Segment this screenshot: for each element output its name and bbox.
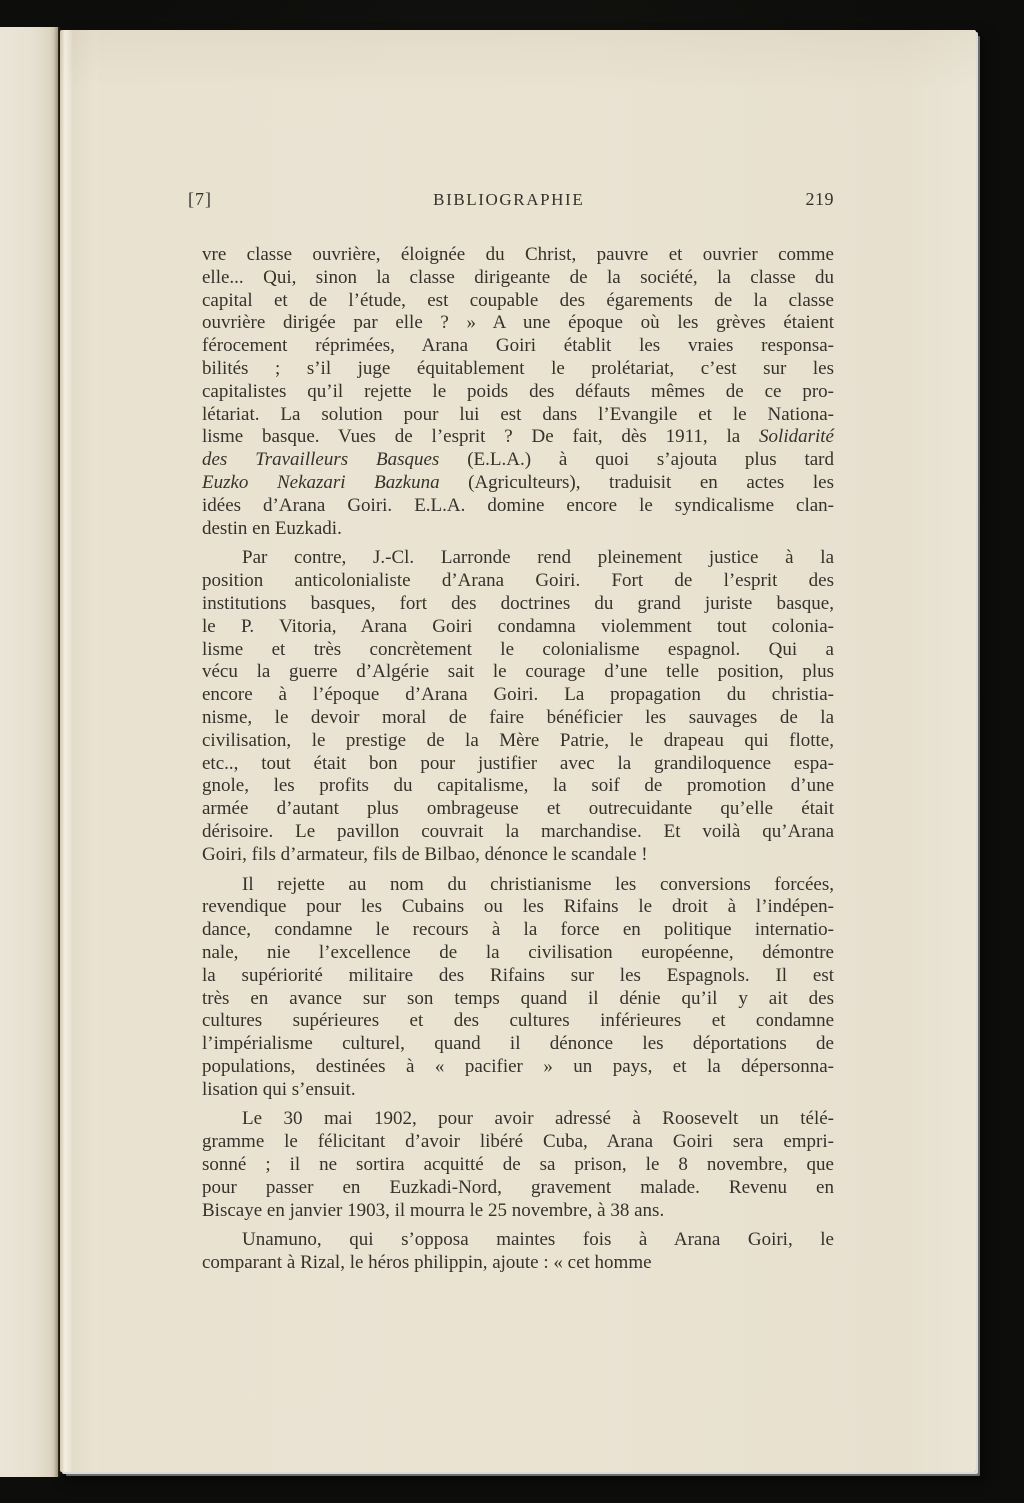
page-number: 219 xyxy=(805,189,834,209)
text-line: Le 30 mai 1902, pour avoir adressé à Roosevelt un télé- xyxy=(242,1108,834,1130)
text-line: revendique pour les Cubains ou les Rifains le droit à l’indépen- xyxy=(202,896,834,918)
text-line: comparant à Rizal, le héros philippin, ajoute : « cet homme xyxy=(202,1252,652,1274)
text-line: elle... Qui, sinon la classe dirigeante de la société, la classe du xyxy=(202,266,834,288)
text-line: gnole, les profits du capitalisme, la soif de promotion d’une xyxy=(202,775,834,797)
text-line: dérisoire. Le pavillon couvrait la marchandise. Et voilà qu’Arana xyxy=(202,820,834,842)
text-line: lisme et très concrètement le colonialisme espagnol. Qui a xyxy=(202,638,834,660)
text-line: la supériorité militaire des Rifains sur les Espagnols. Il est xyxy=(202,964,834,986)
text-line: capitalistes qu’il rejette le poids des défauts mêmes de ce pro- xyxy=(202,380,834,402)
text-block xyxy=(202,244,834,1275)
text-line: Il rejette au nom du christianisme les conversions forcées, xyxy=(242,873,834,895)
text-line: vécu la guerre d’Algérie sait le courage d’une telle position, plus xyxy=(202,661,834,683)
folio-number: [7] xyxy=(188,189,212,209)
text-line: des Travailleurs Basques (E.L.A.) à quoi s’ajouta plus tard xyxy=(202,449,835,471)
text-line: lisation qui s’ensuit. xyxy=(202,1078,356,1100)
text-line: cultures supérieures et des cultures inférieures et condamne xyxy=(202,1010,834,1032)
text-line: férocement réprimées, Arana Goiri établit les vraies responsa- xyxy=(202,335,834,357)
text-line: Unamuno, qui s’opposa maintes fois à Arana Goiri, le xyxy=(242,1229,834,1251)
text-line: civilisation, le prestige de la Mère Patrie, le drapeau qui flotte, xyxy=(202,729,834,751)
text-line: Euzko Nekazari Bazkuna (Agriculteurs), traduisit en actes les xyxy=(202,471,834,493)
text-line: dance, condamne le recours à la force en politique internatio- xyxy=(202,919,834,941)
text-line: institutions basques, fort des doctrines du grand juriste basque, xyxy=(202,592,834,614)
text-line: très en avance sur son temps quand il dénie qu’il y ait des xyxy=(202,987,834,1009)
paragraph xyxy=(202,1229,834,1275)
text-line: Par contre, J.-Cl. Larronde rend pleinement justice à la xyxy=(242,547,834,569)
page-content xyxy=(188,188,835,1275)
paragraph xyxy=(202,244,834,540)
text-line: armée d’autant plus ombrageuse et outrecuidante qu’elle était xyxy=(202,798,834,820)
text-line: populations, destinées à « pacifier » un pays, et la dépersonna- xyxy=(202,1055,834,1077)
text-line: idées d’Arana Goiri. E.L.A. domine encore le syndicalisme clan- xyxy=(202,494,834,516)
text-line: encore à l’époque d’Arana Goiri. La propagation du christia- xyxy=(202,684,834,706)
text-line: ouvrière dirigée par elle ? » A une époque où les grèves étaient xyxy=(202,312,834,334)
text-line: vre classe ouvrière, éloignée du Christ, pauvre et ouvrier comme xyxy=(202,244,834,265)
book-page xyxy=(60,30,976,1472)
text-line: pour passer en Euzkadi-Nord, gravement malade. Revenu en xyxy=(202,1176,834,1198)
text-line: capital et de l’étude, est coupable des égarements de la classe xyxy=(202,289,834,311)
text-line: position anticolonialiste d’Arana Goiri. Fort de l’esprit des xyxy=(202,570,834,592)
text-line: lisme basque. Vues de l’esprit ? De fait, dès 1911, la Solidarité xyxy=(202,426,834,448)
text-line: létariat. La solution pour lui est dans l’Evangile et le Nationa- xyxy=(202,403,834,425)
text-line: le P. Vitoria, Arana Goiri condamna violemment tout colonia- xyxy=(202,615,834,637)
page-header xyxy=(188,188,834,211)
text-line: sonné ; il ne sortira acquitté de sa prison, le 8 novembre, que xyxy=(202,1154,834,1176)
text-line: gramme le félicitant d’avoir libéré Cuba, Arana Goiri sera empri- xyxy=(202,1131,834,1153)
text-line: l’impérialisme culturel, quand il dénonce les déportations de xyxy=(202,1033,834,1055)
facing-page-edge xyxy=(0,27,58,1477)
paragraph xyxy=(202,1108,834,1222)
text-line: Biscaye en janvier 1903, il mourra le 25 novembre, à 38 ans. xyxy=(202,1199,665,1221)
paragraph xyxy=(202,874,834,1102)
text-line: nisme, le devoir moral de faire bénéficier les sauvages de la xyxy=(202,706,834,728)
text-line: nale, nie l’excellence de la civilisation européenne, démontre xyxy=(202,941,834,963)
paragraph xyxy=(202,547,834,866)
text-line: destin en Euzkadi. xyxy=(202,517,342,539)
text-line: bilités ; s’il juge équitablement le prolétariat, c’est sur les xyxy=(202,357,834,379)
text-line: Goiri, fils d’armateur, fils de Bilbao, dénonce le scandale ! xyxy=(202,843,648,865)
running-title: BIBLIOGRAPHIE xyxy=(433,190,585,209)
text-line: etc.., tout était bon pour justifier avec la grandiloquence espa- xyxy=(202,752,834,774)
